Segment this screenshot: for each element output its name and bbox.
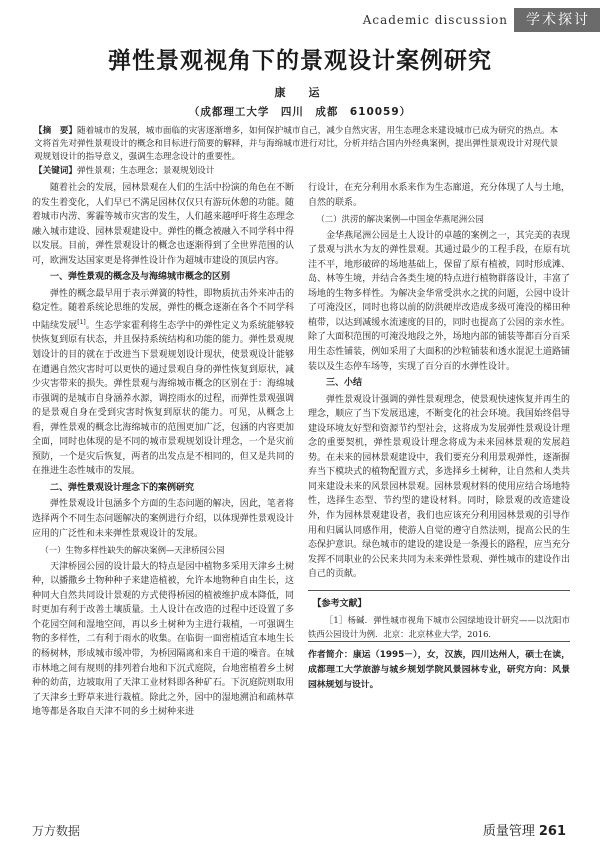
section-heading-1: 一、弹性景观的概念及与海绵城市概念的区别 bbox=[50, 272, 231, 283]
section-heading-2: 二、弹性景观设计理念下的案例研究 bbox=[50, 482, 195, 493]
case-2-paragraph: 金华燕尾洲公园是土人设计的卓越的案例之一，其完美的表现了景观与洪水为友的弹性景观。其通过最少的工程手段，在原有坑洼不平，地形破碎的场地基础上，保留了原有植被，同时形成滩、岛、林等生境，并结合各类生境的特点进行植物群落设计，丰富了场地的生物多样性。为解决金华常受洪水之扰的问题，公园中设计了可淹没区，同时也将以前的防洪硬岸改造成多级可淹没的梯田种植带，以达到减缓水流速度的目的，同时也提高了公园的亲水性。除了大面积范围的可淹没地段之外，场地内部的铺装等都百分百采用生态性铺装，例如采用了大面积的沙粒铺装和透水混泥土道路铺装以及生态停车场等，实现了百分百的水弹性设计。 bbox=[308, 230, 570, 372]
concept-text-a: 弹性的概念最早用于表示弹簧的特性，即物质抗击外来冲击的稳定性。随着系统论思维的发展，弹性的概念逐渐在各个不同学科中陆续发展 bbox=[32, 288, 294, 331]
references bbox=[308, 590, 570, 642]
section-header bbox=[363, 8, 600, 32]
section-heading-3: 三、小结 bbox=[326, 378, 363, 389]
conclusion-paragraph: 弹性景观设计强调的弹性景观理念，使景观快速恢复并再生的理念，顺应了当下发展迅速，不断变化的社会环境。我国始终倡导建设环境友好型和资源节约型社会，这将成为发展弹性景观设计理念的重要契机，弹性景观设计理念将成为未来园林景观的发展趋势。在未来的园林景观建设中，我们要充分利用景观弹性，逐渐摒弃当下模块式的植物配置方式，多选择乡土树种，让自然和人类共同来建设未来的风景园林景观。园林景观材料的使用应结合场地特性，选择生态型、节约型的建设材料。同时，除景观的改造建设外，作为园林景观建设者，我们也应该充分利用园林景观的引导作用和归属认同感作用，使游人自觉的遵守自然法则，提高公民的生态保护意识。绿色城市的建设的建设是一条漫长的路程，应当充分发挥不同职业的公民来共同为未来弹性景观、弹性城市的建设作出自己的贡献。 bbox=[308, 394, 570, 580]
article-title: 弹性景观视角下的景观设计案例研究 bbox=[108, 48, 492, 74]
footer-watermark: 万方数据 bbox=[32, 824, 81, 838]
keywords bbox=[34, 165, 566, 178]
right-column bbox=[308, 181, 570, 693]
case-1-paragraph: 天津桥园公园的设计最大的特点是园中植物多采用天津乡土树种，以播撒乡土物种种子来建造植被，允许本地物种自由生长，这种同大自然共同设计景观的方式使得桥园的植被维护成本降低，同时更加有利于改善土壤质量。土人设计在改造的过程中还设置了多个花园空间和湿地空间，再以乡土树种为主进行栽植，一可强调生物的多样性，二有利于雨水的收集。在临街一面密植适宜本地生长的杨树林，形成城市缓冲带，为桥园隔离和来自干道的噪音。在城市林地之间有规则的排列着台地和下沉式庭院，台地密植着乡土树种的幼苗，边坡取用了天津工业材料即各种矿石。下沉庭院则取用了天津乡土野草来进行栽植。除此之外，园中的湿地溯泊和疏林草地等都是各取自天津不同的乡土树种来进 bbox=[32, 561, 294, 718]
author: 康 运 bbox=[274, 86, 326, 99]
journal-name: 质量管理 bbox=[482, 824, 535, 839]
case-1-continued: 行设计，在充分利用水系来作为生态廊道，充分体现了人与土地，自然的联系。 bbox=[308, 183, 570, 208]
subsection-heading-1: （一）生物多样性缺失的解决案例—天津桥园公园 bbox=[40, 545, 225, 556]
section-label-cn: 学术探讨 bbox=[514, 8, 600, 32]
citation-mark: [1] bbox=[77, 318, 86, 326]
subsection-heading-2: （二）洪涝的解决案例—中国金华燕尾洲公园 bbox=[316, 214, 484, 225]
intro-paragraph: 随着社会的发展，园林景观在人们的生活中扮演的角色在不断的发生着变化，人们早已不满足园林仅仅只有游玩休憩的功能。随着城市内涝、雾霾等城市灾害的发生，人们越来越呼吁将生态理念融入城市建设、园林景观建设中。弹性的概念被融入不同学科中得以发展。目前，弹性景观设计的概念也逐渐得到了全世界范围的认可，欧洲发达国家更是将弹性设计作为超城市建设的顶层内容。 bbox=[32, 183, 294, 266]
keywords-label: 【关键词】 bbox=[34, 166, 77, 176]
abstract-text: 随着城市的发展，城市面临的灾害逐渐增多，如何保护城市自己，减少自然灾害，用生态理念来建设城市已成为研究的热点。本文将首先对弹性景观设计的概念和目标进行简要的解释，并与海绵城市进行对比，分析并结合国内外经典案例，提出弹性景观设计对现代景观规划设计的指导意义，强调生态理念设计的重要性。 bbox=[34, 126, 559, 162]
abstract-label: 【摘 要】 bbox=[34, 126, 77, 136]
footer-journal bbox=[483, 820, 566, 839]
left-column bbox=[32, 181, 294, 720]
page-number: 261 bbox=[538, 824, 566, 839]
affiliation: （成都理工大学 四川 成都 610059） bbox=[188, 106, 412, 118]
section-label-en: Academic discussion bbox=[362, 13, 508, 27]
keywords-text: 弹性景观；生态理念；景观规划设计 bbox=[76, 166, 215, 176]
references-heading: 【参考文献】 bbox=[312, 598, 367, 609]
concept-text-b: 。生态学家霍利将生态学中的弹性定义为系统能够较快恢复到原有状态，并且保持系统结构和功能的能力。弹性景观规划设计的目的就在于改进当下景观规划设计现状，使景观设计能够在遭遇自然灾害时可以更快的通过景观自身的弹性恢复到原状，减少灾害带来的损失。弹性景观与海绵城市概念的区别在于：海绵城市强调的是城市自身涵养水源，调控雨水的过程，而弹性景观强调的是景观自身在受到灾害时恢复到原状的能力。可见，从概念上看，弹性景观的概念比海绵城市的范围更加广泛，包涵的内容更加全面，同时也体现的是不同的城市景观规划设计理念，一个是灾前预防，一个是灾后恢复，两者的出发点是不相同的，但又是共同的在推进生态性城市的发展。 bbox=[32, 320, 294, 477]
author-bio: 作者简介：康运（1995－），女，汉族，四川达州人，硕士在读，成都理工大学旅游与城乡规划学院风景园林专业，研究方向：风景园林规划与设计。 bbox=[308, 641, 570, 693]
concept-paragraph bbox=[32, 287, 294, 479]
reference-1: ［1］杨碱．弹性城市视角下城市公园绿地设计研究——以沈阳市铁西公园设计为例．北京：北京林业大学，2016． bbox=[308, 615, 570, 640]
abstract-block bbox=[34, 125, 566, 178]
abstract bbox=[34, 125, 566, 164]
case-intro-paragraph: 弹性景观设计包涵多个方面的生态问题的解决，因此，笔者将选择两个不同生态问题解决的案例进行介绍，以体现弹性景观设计应用的广泛性和未来弹性景观设计的发展。 bbox=[32, 499, 294, 539]
